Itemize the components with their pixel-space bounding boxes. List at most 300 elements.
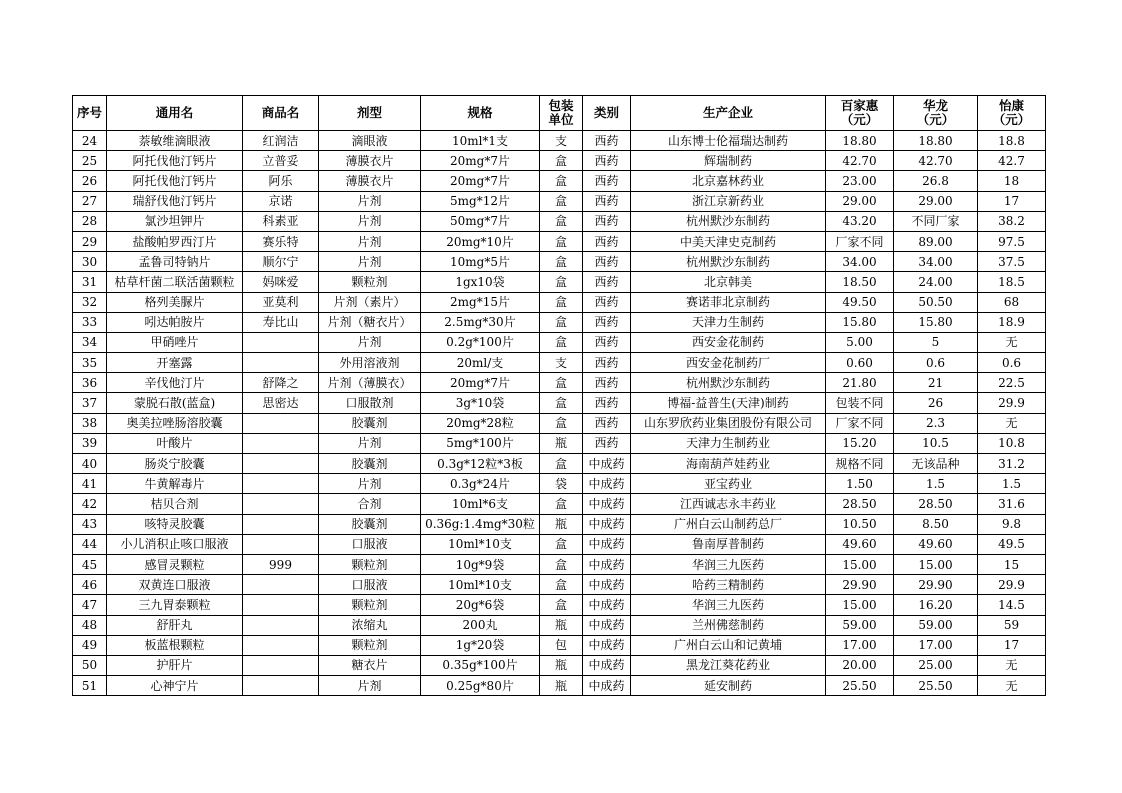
cell-yikang-price: 15 — [978, 554, 1046, 574]
cell-pack-unit: 盒 — [540, 171, 583, 191]
cell-manufacturer: 辉瑞制药 — [631, 151, 826, 171]
cell-hualong-price: 15.00 — [894, 554, 978, 574]
header-hualong-price — [894, 96, 978, 131]
cell-baijiahui-price: 23.00 — [826, 171, 894, 191]
cell-baijiahui-price: 规格不同 — [826, 454, 894, 474]
cell-generic-name: 护肝片 — [107, 655, 243, 675]
cell-category: 中成药 — [583, 554, 631, 574]
cell-manufacturer: 兰州佛慈制药 — [631, 615, 826, 635]
cell-brand-name — [243, 413, 319, 433]
cell-seq: 29 — [73, 231, 107, 251]
table-row — [73, 252, 1046, 272]
cell-generic-name: 阿托伐他汀钙片 — [107, 151, 243, 171]
cell-baijiahui-price: 15.80 — [826, 312, 894, 332]
cell-generic-name: 盐酸帕罗西汀片 — [107, 231, 243, 251]
cell-generic-name: 蒙脱石散(蓝盒) — [107, 393, 243, 413]
table-row — [73, 433, 1046, 453]
cell-generic-name: 枯草杆菌二联活菌颗粒 — [107, 272, 243, 292]
cell-pack-unit: 盒 — [540, 393, 583, 413]
cell-category: 西药 — [583, 433, 631, 453]
cell-yikang-price: 17 — [978, 635, 1046, 655]
table-row — [73, 575, 1046, 595]
cell-dosage-form: 片剂（薄膜衣） — [319, 373, 421, 393]
cell-spec: 3g*10袋 — [421, 393, 540, 413]
cell-generic-name: 吲达帕胺片 — [107, 312, 243, 332]
cell-manufacturer: 杭州默沙东制药 — [631, 373, 826, 393]
cell-manufacturer: 广州白云山和记黄埔 — [631, 635, 826, 655]
cell-generic-name: 小儿消积止咳口服液 — [107, 534, 243, 554]
cell-pack-unit: 盒 — [540, 191, 583, 211]
cell-generic-name: 板蓝根颗粒 — [107, 635, 243, 655]
header-bjh-line2: （元） — [840, 112, 879, 127]
cell-baijiahui-price: 0.60 — [826, 353, 894, 373]
cell-yikang-price: 无 — [978, 655, 1046, 675]
cell-manufacturer: 北京嘉林药业 — [631, 171, 826, 191]
cell-spec: 20g*6袋 — [421, 595, 540, 615]
cell-brand-name — [243, 655, 319, 675]
cell-yikang-price: 14.5 — [978, 595, 1046, 615]
cell-spec: 0.3g*12粒*3板 — [421, 454, 540, 474]
cell-yikang-price: 38.2 — [978, 211, 1046, 231]
cell-spec: 200丸 — [421, 615, 540, 635]
cell-pack-unit: 包 — [540, 635, 583, 655]
header-row — [73, 96, 1046, 131]
cell-seq: 25 — [73, 151, 107, 171]
cell-yikang-price: 68 — [978, 292, 1046, 312]
cell-yikang-price: 1.5 — [978, 474, 1046, 494]
cell-manufacturer: 鲁南厚普制药 — [631, 534, 826, 554]
header-yk-line2: （元） — [992, 112, 1031, 127]
table-row — [73, 191, 1046, 211]
cell-pack-unit: 盒 — [540, 252, 583, 272]
cell-category: 西药 — [583, 131, 631, 151]
table-row — [73, 655, 1046, 675]
header-pack-line1: 包装 — [548, 98, 574, 113]
cell-hualong-price: 15.80 — [894, 312, 978, 332]
cell-pack-unit: 瓶 — [540, 655, 583, 675]
cell-baijiahui-price: 43.20 — [826, 211, 894, 231]
cell-brand-name — [243, 332, 319, 352]
cell-brand-name: 赛乐特 — [243, 231, 319, 251]
cell-hualong-price: 25.00 — [894, 655, 978, 675]
cell-category: 中成药 — [583, 454, 631, 474]
cell-yikang-price: 22.5 — [978, 373, 1046, 393]
cell-pack-unit: 瓶 — [540, 615, 583, 635]
cell-hualong-price: 89.00 — [894, 231, 978, 251]
cell-pack-unit: 支 — [540, 131, 583, 151]
cell-dosage-form: 片剂 — [319, 191, 421, 211]
cell-baijiahui-price: 29.90 — [826, 575, 894, 595]
cell-spec: 1g*20袋 — [421, 635, 540, 655]
cell-hualong-price: 29.90 — [894, 575, 978, 595]
cell-pack-unit: 盒 — [540, 554, 583, 574]
cell-pack-unit: 瓶 — [540, 514, 583, 534]
cell-manufacturer: 天津力生制药 — [631, 312, 826, 332]
cell-yikang-price: 18.9 — [978, 312, 1046, 332]
cell-brand-name — [243, 534, 319, 554]
cell-manufacturer: 山东罗欣药业集团股份有限公司 — [631, 413, 826, 433]
cell-seq: 41 — [73, 474, 107, 494]
cell-brand-name: 999 — [243, 554, 319, 574]
cell-brand-name: 妈咪爱 — [243, 272, 319, 292]
cell-generic-name: 奥美拉唑肠溶胶囊 — [107, 413, 243, 433]
cell-pack-unit: 盒 — [540, 231, 583, 251]
cell-category: 西药 — [583, 413, 631, 433]
cell-brand-name: 亚莫利 — [243, 292, 319, 312]
cell-yikang-price: 17 — [978, 191, 1046, 211]
cell-seq: 32 — [73, 292, 107, 312]
header-brand-name: 商品名 — [243, 96, 319, 131]
cell-category: 西药 — [583, 292, 631, 312]
cell-brand-name: 立普妥 — [243, 151, 319, 171]
cell-hualong-price: 50.50 — [894, 292, 978, 312]
cell-pack-unit: 盒 — [540, 151, 583, 171]
cell-category: 中成药 — [583, 575, 631, 595]
cell-spec: 0.25g*80片 — [421, 676, 540, 696]
cell-yikang-price: 49.5 — [978, 534, 1046, 554]
cell-baijiahui-price: 10.50 — [826, 514, 894, 534]
cell-yikang-price: 无 — [978, 413, 1046, 433]
cell-hualong-price: 2.3 — [894, 413, 978, 433]
cell-seq: 42 — [73, 494, 107, 514]
cell-category: 西药 — [583, 393, 631, 413]
cell-spec: 0.35g*100片 — [421, 655, 540, 675]
cell-category: 西药 — [583, 151, 631, 171]
cell-baijiahui-price: 20.00 — [826, 655, 894, 675]
header-seq: 序号 — [73, 96, 107, 131]
cell-spec: 10ml*6支 — [421, 494, 540, 514]
cell-seq: 37 — [73, 393, 107, 413]
cell-dosage-form: 片剂 — [319, 474, 421, 494]
cell-hualong-price: 25.50 — [894, 676, 978, 696]
header-category: 类别 — [583, 96, 631, 131]
table-row — [73, 131, 1046, 151]
table-row — [73, 231, 1046, 251]
cell-seq: 44 — [73, 534, 107, 554]
cell-spec: 20mg*10片 — [421, 231, 540, 251]
cell-pack-unit: 袋 — [540, 474, 583, 494]
cell-seq: 35 — [73, 353, 107, 373]
table-row — [73, 272, 1046, 292]
cell-dosage-form: 片剂 — [319, 332, 421, 352]
cell-hualong-price: 28.50 — [894, 494, 978, 514]
cell-category: 中成药 — [583, 595, 631, 615]
cell-hualong-price: 16.20 — [894, 595, 978, 615]
header-hl-line2: （元） — [916, 112, 955, 127]
cell-manufacturer: 浙江京新药业 — [631, 191, 826, 211]
cell-pack-unit: 盒 — [540, 373, 583, 393]
cell-hualong-price: 21 — [894, 373, 978, 393]
cell-spec: 20mg*7片 — [421, 171, 540, 191]
cell-manufacturer: 博福-益普生(天津)制药 — [631, 393, 826, 413]
header-baijiahui-price — [826, 96, 894, 131]
cell-brand-name — [243, 433, 319, 453]
cell-dosage-form: 胶囊剂 — [319, 454, 421, 474]
cell-category: 西药 — [583, 373, 631, 393]
header-pack-unit — [540, 96, 583, 131]
cell-manufacturer: 延安制药 — [631, 676, 826, 696]
table-row — [73, 312, 1046, 332]
cell-brand-name — [243, 454, 319, 474]
cell-pack-unit: 支 — [540, 353, 583, 373]
cell-seq: 31 — [73, 272, 107, 292]
cell-dosage-form: 片剂 — [319, 252, 421, 272]
cell-brand-name: 思密达 — [243, 393, 319, 413]
cell-spec: 10ml*10支 — [421, 575, 540, 595]
table-body — [73, 131, 1046, 696]
cell-seq: 49 — [73, 635, 107, 655]
cell-dosage-form: 薄膜衣片 — [319, 151, 421, 171]
cell-seq: 30 — [73, 252, 107, 272]
cell-category: 西药 — [583, 231, 631, 251]
table-row — [73, 332, 1046, 352]
cell-spec: 5mg*100片 — [421, 433, 540, 453]
cell-category: 中成药 — [583, 635, 631, 655]
cell-baijiahui-price: 15.00 — [826, 595, 894, 615]
cell-dosage-form: 片剂（糖衣片） — [319, 312, 421, 332]
cell-pack-unit: 瓶 — [540, 676, 583, 696]
cell-category: 中成药 — [583, 676, 631, 696]
cell-hualong-price: 1.5 — [894, 474, 978, 494]
cell-brand-name — [243, 353, 319, 373]
cell-generic-name: 牛黄解毒片 — [107, 474, 243, 494]
cell-baijiahui-price: 厂家不同 — [826, 413, 894, 433]
table-row — [73, 211, 1046, 231]
cell-category: 西药 — [583, 252, 631, 272]
cell-hualong-price: 8.50 — [894, 514, 978, 534]
cell-seq: 39 — [73, 433, 107, 453]
cell-yikang-price: 29.9 — [978, 393, 1046, 413]
cell-generic-name: 感冒灵颗粒 — [107, 554, 243, 574]
cell-dosage-form: 胶囊剂 — [319, 413, 421, 433]
cell-dosage-form: 外用溶液剂 — [319, 353, 421, 373]
cell-pack-unit: 盒 — [540, 272, 583, 292]
cell-spec: 10mg*5片 — [421, 252, 540, 272]
cell-category: 中成药 — [583, 494, 631, 514]
cell-hualong-price: 59.00 — [894, 615, 978, 635]
header-yk-line1: 怡康 — [998, 98, 1024, 113]
cell-dosage-form: 片剂 — [319, 231, 421, 251]
cell-dosage-form: 胶囊剂 — [319, 514, 421, 534]
cell-yikang-price: 42.7 — [978, 151, 1046, 171]
cell-generic-name: 辛伐他汀片 — [107, 373, 243, 393]
cell-brand-name — [243, 635, 319, 655]
cell-generic-name: 孟鲁司特钠片 — [107, 252, 243, 272]
table-row — [73, 151, 1046, 171]
cell-brand-name: 阿乐 — [243, 171, 319, 191]
cell-generic-name: 肠炎宁胶囊 — [107, 454, 243, 474]
cell-manufacturer: 海南葫芦娃药业 — [631, 454, 826, 474]
table-row — [73, 635, 1046, 655]
cell-yikang-price: 9.8 — [978, 514, 1046, 534]
cell-category: 中成药 — [583, 514, 631, 534]
cell-baijiahui-price: 15.00 — [826, 554, 894, 574]
cell-brand-name — [243, 676, 319, 696]
cell-category: 西药 — [583, 171, 631, 191]
cell-seq: 51 — [73, 676, 107, 696]
cell-yikang-price: 37.5 — [978, 252, 1046, 272]
cell-dosage-form: 片剂 — [319, 433, 421, 453]
cell-dosage-form: 颗粒剂 — [319, 554, 421, 574]
cell-baijiahui-price: 42.70 — [826, 151, 894, 171]
cell-category: 西药 — [583, 332, 631, 352]
cell-baijiahui-price: 15.20 — [826, 433, 894, 453]
cell-spec: 0.2g*100片 — [421, 332, 540, 352]
cell-dosage-form: 合剂 — [319, 494, 421, 514]
cell-category: 西药 — [583, 353, 631, 373]
cell-dosage-form: 薄膜衣片 — [319, 171, 421, 191]
header-bjh-line1: 百家惠 — [840, 98, 879, 113]
cell-brand-name: 红润洁 — [243, 131, 319, 151]
cell-dosage-form: 口服液 — [319, 534, 421, 554]
cell-seq: 43 — [73, 514, 107, 534]
cell-baijiahui-price: 1.50 — [826, 474, 894, 494]
cell-yikang-price: 无 — [978, 332, 1046, 352]
cell-manufacturer: 山东博士伦福瑞达制药 — [631, 131, 826, 151]
cell-spec: 0.36g:1.4mg*30粒 — [421, 514, 540, 534]
cell-manufacturer: 华润三九医药 — [631, 595, 826, 615]
cell-yikang-price: 31.6 — [978, 494, 1046, 514]
cell-baijiahui-price: 34.00 — [826, 252, 894, 272]
cell-category: 西药 — [583, 312, 631, 332]
cell-manufacturer: 天津力生制药业 — [631, 433, 826, 453]
cell-brand-name — [243, 494, 319, 514]
cell-pack-unit: 盒 — [540, 534, 583, 554]
cell-manufacturer: 北京韩美 — [631, 272, 826, 292]
cell-baijiahui-price: 18.50 — [826, 272, 894, 292]
cell-dosage-form: 糖衣片 — [319, 655, 421, 675]
cell-dosage-form: 颗粒剂 — [319, 635, 421, 655]
cell-brand-name: 京诺 — [243, 191, 319, 211]
cell-manufacturer: 江西诚志永丰药业 — [631, 494, 826, 514]
cell-yikang-price: 18.8 — [978, 131, 1046, 151]
cell-seq: 27 — [73, 191, 107, 211]
cell-seq: 28 — [73, 211, 107, 231]
cell-pack-unit: 盒 — [540, 292, 583, 312]
header-pack-line2: 单位 — [548, 112, 574, 127]
table-row — [73, 171, 1046, 191]
cell-manufacturer: 中美天津史克制药 — [631, 231, 826, 251]
cell-seq: 36 — [73, 373, 107, 393]
cell-manufacturer: 杭州默沙东制药 — [631, 252, 826, 272]
cell-manufacturer: 西安金花制药厂 — [631, 353, 826, 373]
cell-generic-name: 咳特灵胶囊 — [107, 514, 243, 534]
cell-dosage-form: 颗粒剂 — [319, 595, 421, 615]
cell-generic-name: 阿托伐他汀钙片 — [107, 171, 243, 191]
cell-hualong-price: 10.5 — [894, 433, 978, 453]
cell-baijiahui-price: 25.50 — [826, 676, 894, 696]
cell-spec: 20ml/支 — [421, 353, 540, 373]
cell-category: 西药 — [583, 211, 631, 231]
cell-dosage-form: 浓缩丸 — [319, 615, 421, 635]
cell-brand-name — [243, 615, 319, 635]
cell-generic-name: 三九胃泰颗粒 — [107, 595, 243, 615]
cell-category: 中成药 — [583, 474, 631, 494]
header-yikang-price — [978, 96, 1046, 131]
cell-dosage-form: 滴眼液 — [319, 131, 421, 151]
cell-manufacturer: 华润三九医药 — [631, 554, 826, 574]
cell-manufacturer: 杭州默沙东制药 — [631, 211, 826, 231]
cell-baijiahui-price: 28.50 — [826, 494, 894, 514]
cell-generic-name: 舒肝丸 — [107, 615, 243, 635]
cell-brand-name — [243, 575, 319, 595]
cell-seq: 24 — [73, 131, 107, 151]
cell-spec: 2mg*15片 — [421, 292, 540, 312]
cell-seq: 46 — [73, 575, 107, 595]
cell-spec: 20mg*7片 — [421, 151, 540, 171]
cell-generic-name: 格列美脲片 — [107, 292, 243, 312]
cell-dosage-form: 口服液 — [319, 575, 421, 595]
cell-generic-name: 开塞露 — [107, 353, 243, 373]
cell-hualong-price: 49.60 — [894, 534, 978, 554]
table-row — [73, 393, 1046, 413]
cell-generic-name: 甲硝唑片 — [107, 332, 243, 352]
cell-baijiahui-price: 29.00 — [826, 191, 894, 211]
table-row — [73, 494, 1046, 514]
table-row — [73, 413, 1046, 433]
table-row — [73, 554, 1046, 574]
cell-hualong-price: 无该品种 — [894, 454, 978, 474]
cell-generic-name: 心神宁片 — [107, 676, 243, 696]
cell-pack-unit: 瓶 — [540, 433, 583, 453]
cell-hualong-price: 不同厂家 — [894, 211, 978, 231]
cell-baijiahui-price: 5.00 — [826, 332, 894, 352]
cell-hualong-price: 29.00 — [894, 191, 978, 211]
cell-dosage-form: 片剂 — [319, 211, 421, 231]
table-row — [73, 534, 1046, 554]
table-row — [73, 595, 1046, 615]
table-row — [73, 373, 1046, 393]
cell-seq: 45 — [73, 554, 107, 574]
header-generic-name: 通用名 — [107, 96, 243, 131]
cell-spec: 0.3g*24片 — [421, 474, 540, 494]
cell-hualong-price: 26.8 — [894, 171, 978, 191]
cell-pack-unit: 盒 — [540, 494, 583, 514]
cell-brand-name — [243, 514, 319, 534]
cell-spec: 1gx10袋 — [421, 272, 540, 292]
cell-baijiahui-price: 49.50 — [826, 292, 894, 312]
cell-seq: 50 — [73, 655, 107, 675]
header-hl-line1: 华龙 — [922, 98, 948, 113]
cell-baijiahui-price: 厂家不同 — [826, 231, 894, 251]
cell-manufacturer: 赛诺菲北京制药 — [631, 292, 826, 312]
cell-pack-unit: 盒 — [540, 211, 583, 231]
cell-category: 西药 — [583, 272, 631, 292]
cell-spec: 20mg*7片 — [421, 373, 540, 393]
cell-pack-unit: 盒 — [540, 454, 583, 474]
cell-seq: 47 — [73, 595, 107, 615]
cell-pack-unit: 盒 — [540, 413, 583, 433]
cell-seq: 38 — [73, 413, 107, 433]
cell-spec: 20mg*28粒 — [421, 413, 540, 433]
cell-spec: 10ml*10支 — [421, 534, 540, 554]
cell-brand-name — [243, 595, 319, 615]
cell-generic-name: 瑞舒伐他汀钙片 — [107, 191, 243, 211]
cell-category: 西药 — [583, 191, 631, 211]
table-row — [73, 474, 1046, 494]
cell-manufacturer: 哈药三精制药 — [631, 575, 826, 595]
cell-hualong-price: 42.70 — [894, 151, 978, 171]
cell-hualong-price: 17.00 — [894, 635, 978, 655]
table-row — [73, 514, 1046, 534]
cell-dosage-form: 口服散剂 — [319, 393, 421, 413]
cell-spec: 10g*9袋 — [421, 554, 540, 574]
table-row — [73, 454, 1046, 474]
table-row — [73, 353, 1046, 373]
cell-seq: 40 — [73, 454, 107, 474]
cell-yikang-price: 31.2 — [978, 454, 1046, 474]
cell-spec: 5mg*12片 — [421, 191, 540, 211]
